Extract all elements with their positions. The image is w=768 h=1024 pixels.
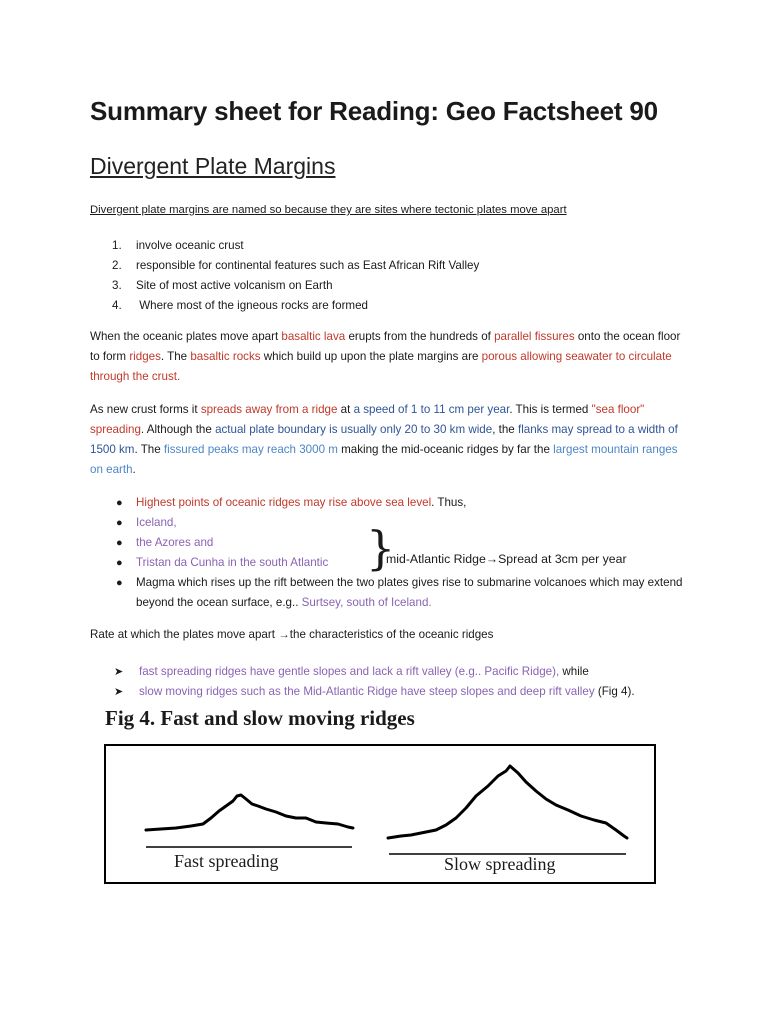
section-heading: Divergent Plate Margins: [90, 153, 336, 179]
numbered-list: [90, 236, 479, 316]
list-item: ● Highest points of oceanic ridges may rise above sea level. Thus,: [90, 493, 690, 513]
fast-spreading-caption: Fast spreading: [174, 851, 279, 871]
rate-line: Rate at which the plates move apart →the characteristics of the oceanic ridges: [90, 628, 494, 641]
bullet-icon: ●: [116, 517, 123, 529]
bullet-icon: ●: [116, 577, 123, 589]
brace-glyph: }: [366, 521, 396, 575]
list-item: ➤ fast spreading ridges have gentle slopes and lack a rift valley (e.g.. Pacific Ridge), while: [90, 662, 710, 682]
fast-ridge-profile: [146, 795, 353, 830]
list-item: 3. Site of most active volcanism on Earth: [112, 279, 333, 292]
bullet-icon: ●: [116, 497, 123, 509]
lead-sentence: Divergent plate margins are named so because they are sites where tectonic plates move apart: [90, 204, 567, 216]
list-item: 4. Where most of the igneous rocks are formed: [112, 299, 368, 312]
figure-frame: [104, 744, 656, 884]
arrow-list: [90, 662, 710, 702]
list-item: ● Magma which rises up the rift between the two plates gives rise to submarine volcanoes which may extend beyond the ocean surface, e.g.. Surtsey, south of Iceland.: [90, 573, 690, 613]
slow-spreading-caption: Slow spreading: [444, 854, 556, 874]
mid-atlantic-note: mid-Atlantic Ridge→Spread at 3cm per year: [386, 552, 627, 566]
slow-ridge-profile: [388, 766, 627, 838]
list-item: ➤ slow moving ridges such as the Mid-Atlantic Ridge have steep slopes and deep rift valley (Fig 4).: [90, 682, 710, 702]
paragraph-oceanic-plates: When the oceanic plates move apart basaltic lava erupts from the hundreds of parallel fissures onto the ocean floor to form ridges. The basaltic rocks which build up upon the plate margins are porous allowing seawater to circulate through the crust.: [90, 330, 681, 383]
figure-title: Fig 4. Fast and slow moving ridges: [105, 706, 415, 730]
page-title: Summary sheet for Reading: Geo Factsheet 90: [90, 96, 658, 126]
list-item: 1. involve oceanic crust: [112, 239, 244, 252]
arrow-bullet-icon: ➤: [114, 686, 124, 698]
list-item: ● the Azores and: [90, 533, 690, 553]
list-item: ● Tristan da Cunha in the south Atlantic: [90, 553, 690, 573]
paragraph-new-crust: As new crust forms it spreads away from a ridge at a speed of 1 to 11 cm per year. This is termed "sea floor" spreading. Although the actual plate boundary is usually only 20 to 30 km wide, the flanks may spread to a width of 1500 km. The fissured peaks may reach 3000 m making the mid-oceanic ridges by far the largest mountain ranges on earth.: [90, 403, 678, 476]
bullet-icon: ●: [116, 537, 123, 549]
bullet-icon: ●: [116, 557, 123, 569]
arrow-bullet-icon: ➤: [114, 666, 124, 678]
list-item: ● Iceland,: [90, 513, 690, 533]
list-item: 2. responsible for continental features such as East African Rift Valley: [112, 259, 480, 272]
